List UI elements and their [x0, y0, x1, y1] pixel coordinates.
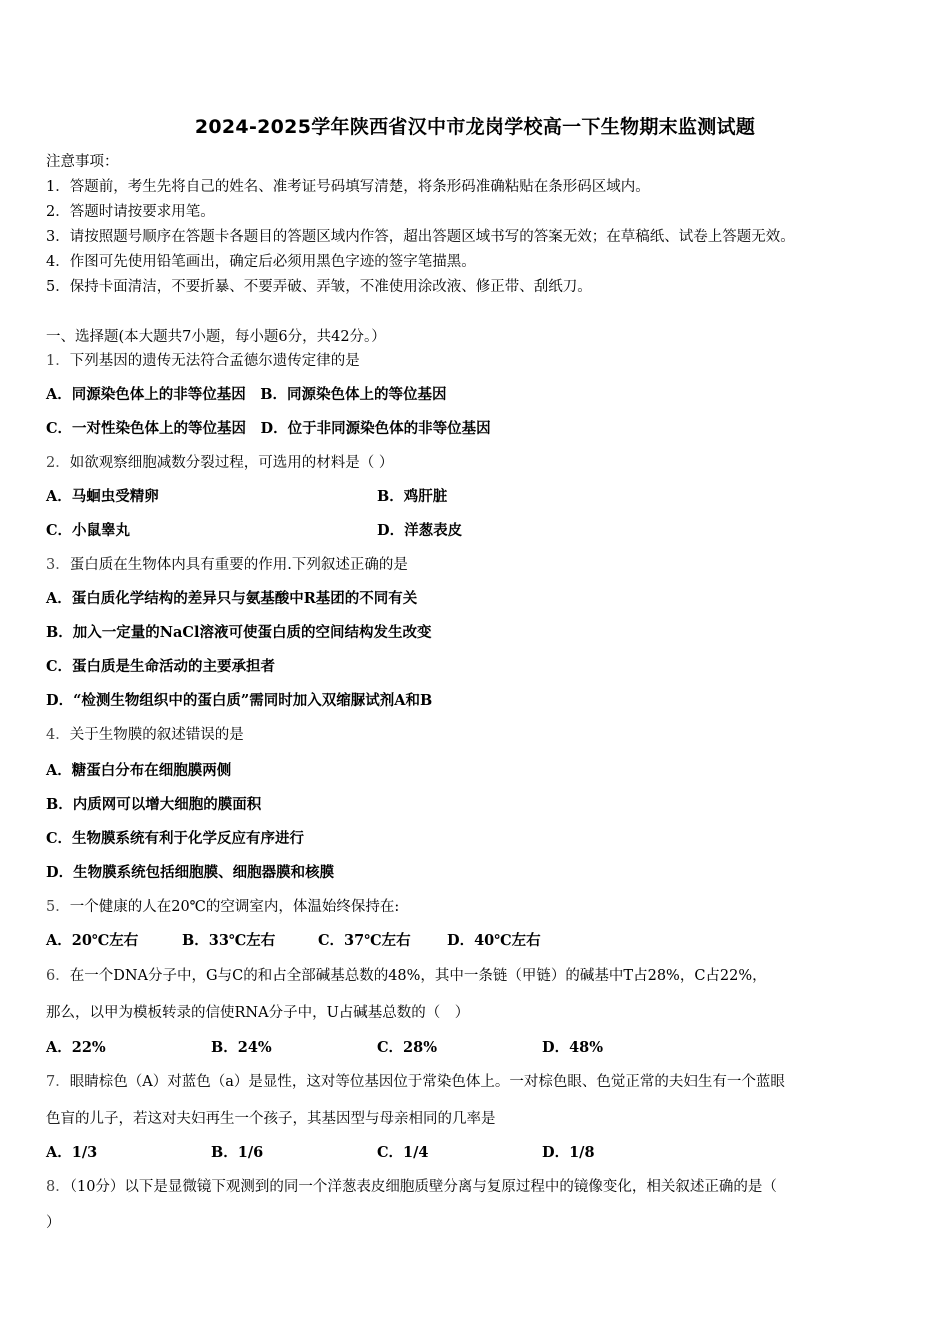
- notice-item: 4．作图可先使用铅笔画出，确定后必须用黑色字迹的签字笔描黑。: [46, 254, 476, 270]
- question-number: 6．: [46, 968, 70, 984]
- question-stem: 眼睛棕色（A）对蓝色（a）是显性，这对等位基因位于常染色体上。一对棕色眼、色觉正常的夫妇生有一个蓝眼: [69, 1074, 785, 1090]
- question-1: [46, 351, 360, 371]
- q1-options-row-1: A．同源染色体上的非等位基因 B．同源染色体上的等位基因: [46, 386, 447, 403]
- q1-options-row-2: C．一对性染色体上的等位基因 D．位于非同源染色体的非等位基因: [46, 420, 491, 437]
- section-heading: 一、选择题(本大题共7小题，每小题6分，共42分。）: [46, 329, 386, 345]
- question-7-continued: 色盲的儿子，若这对夫妇再生一个孩子，其基因型与母亲相同的几率是: [46, 1111, 496, 1127]
- q4-option-d: D．生物膜系统包括细胞膜、细胞器膜和核膜: [46, 864, 335, 881]
- question-number: 2．: [46, 455, 70, 471]
- question-stem: （10分）以下是显微镜下观测到的同一个洋葱表皮细胞质壁分离与复原过程中的镜像变化，相关叙述正确的是（: [69, 1179, 777, 1195]
- q2-option-a: A．马蛔虫受精卵: [46, 488, 159, 505]
- question-5: [46, 897, 399, 917]
- q3-option-b: B．加入一定量的NaCl溶液可使蛋白质的空间结构发生改变: [46, 624, 432, 641]
- question-8: [46, 1177, 777, 1197]
- q4-option-a: A．糖蛋白分布在细胞膜两侧: [46, 762, 232, 779]
- question-2: [46, 453, 393, 473]
- q4-option-c: C．生物膜系统有利于化学反应有序进行: [46, 830, 305, 847]
- question-number: 3．: [46, 557, 70, 573]
- question-number: 7．: [46, 1074, 70, 1090]
- q3-option-d: D．“检测生物组织中的蛋白质”需同时加入双缩脲试剂A和B: [46, 692, 433, 709]
- page-title: 2024-2025学年陕西省汉中市龙岗学校高一下生物期末监测试题: [194, 116, 756, 138]
- notice-item: 5．保持卡面清洁，不要折暴、不要弄破、弄皱，不准使用涂改液、修正带、刮纸刀。: [46, 279, 592, 295]
- question-stem: 蛋白质在生物体内具有重要的作用.下列叙述正确的是: [69, 557, 408, 573]
- notice-item: 3．请按照题号顺序在答题卡各题目的答题区域内作答，超出答题区域书写的答案无效；在草稿纸、试卷上答题无效。: [46, 229, 795, 245]
- question-number: 8．: [46, 1179, 70, 1195]
- question-stem: 一个健康的人在20℃的空调室内，体温始终保持在:: [69, 899, 400, 915]
- question-7: [46, 1072, 785, 1092]
- question-4: [46, 725, 244, 745]
- question-6-continued: 那么，以甲为模板转录的信使RNA分子中，U占碱基总数的（ ）: [46, 1005, 470, 1021]
- q2-option-b: B．鸡肝脏: [377, 488, 448, 505]
- notice-item: 1．答题前，考生先将自己的姓名、准考证号码填写清楚，将条形码准确粘贴在条形码区域内。: [46, 179, 650, 195]
- q3-option-c: C．蛋白质是生命活动的主要承担者: [46, 658, 276, 675]
- q7-option-d: D．1/8: [542, 1144, 595, 1161]
- q6-option-b: B．24%: [211, 1039, 272, 1056]
- q5-option-a: A．20℃左右: [46, 932, 139, 949]
- q5-option-b: B．33℃左右: [182, 932, 276, 949]
- question-6: [46, 966, 767, 986]
- q5-option-d: D．40℃左右: [447, 932, 541, 949]
- question-3: [46, 555, 408, 575]
- question-stem: 在一个DNA分子中，G与C的和占全部碱基总数的48%，其中一条链（甲链）的碱基中T占28%，C占22%，: [69, 968, 767, 984]
- question-number: 1．: [46, 353, 70, 369]
- q7-option-a: A．1/3: [46, 1144, 98, 1161]
- q6-option-d: D．48%: [542, 1039, 604, 1056]
- question-8-continued: ）: [46, 1215, 61, 1231]
- question-stem: 如欲观察细胞减数分裂过程，可选用的材料是（ ）: [69, 455, 394, 471]
- question-number: 4．: [46, 727, 70, 743]
- question-number: 5．: [46, 899, 70, 915]
- question-stem: 下列基因的遗传无法符合孟德尔遗传定律的是: [69, 353, 360, 369]
- q2-option-c: C．小鼠睾丸: [46, 522, 131, 539]
- q5-option-c: C．37℃左右: [318, 932, 411, 949]
- q7-option-c: C．1/4: [377, 1144, 429, 1161]
- notice-heading: 注意事项：: [46, 154, 119, 170]
- q3-option-a: A．蛋白质化学结构的差异只与氨基酸中R基团的不同有关: [46, 590, 418, 607]
- q6-option-c: C．28%: [377, 1039, 437, 1056]
- q7-option-b: B．1/6: [211, 1144, 264, 1161]
- notice-item: 2．答题时请按要求用笔。: [46, 204, 215, 220]
- q2-option-d: D．洋葱表皮: [377, 522, 463, 539]
- q6-option-a: A．22%: [46, 1039, 106, 1056]
- q4-option-b: B．内质网可以增大细胞的膜面积: [46, 796, 262, 813]
- question-stem: 关于生物膜的叙述错误的是: [69, 727, 244, 743]
